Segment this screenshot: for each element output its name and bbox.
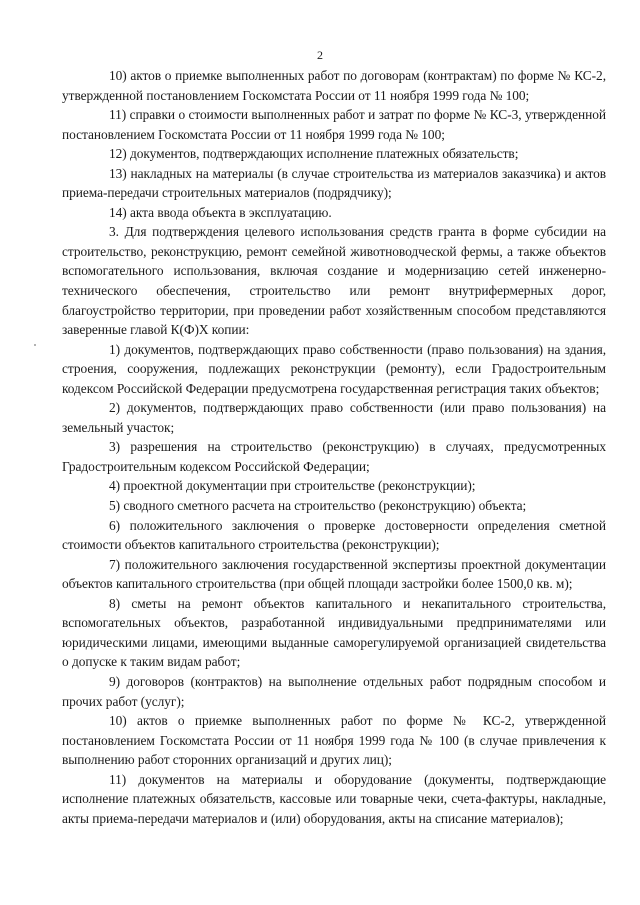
paragraph-item-6-cost-verification: 6) положительного заключения о проверке достоверности определения сметной стоимости объектов капитального строительства (реконструкции); [62, 517, 606, 553]
paragraph-item-3-construction-permit: 3) разрешения на строительство (реконструкцию) в случаях, предусмотренных Градостроительным кодексом Российской Федерации; [62, 439, 606, 474]
paragraph-item-9-contracts: 9) договоров (контрактов) на выполнение отдельных работ подрядным способом и прочих работ (услуг); [62, 673, 606, 709]
paragraph-section-3-intro: 3. Для подтверждения целевого использования средств гранта в форме субсидии на строительство, реконструкцию, ремонт семейной животноводческой фермы, а также объектов вспомогательного использования, включая создание и модернизацию сетей инженерно-технического обеспечения, строительство или ремонт внутрифермерных дорог, благоустройство территории, при проведении работ хозяйственным способом представляются заверенные главой К(Ф)Х копии: [62, 224, 606, 338]
paragraph-item-8-repair-estimates: 8) сметы на ремонт объектов капитального и некапитального строительства, вспомогательных объектов, разработанной индивидуальными предпринимателями или юридическими лицами, имеющими выданные саморегулируемой организацией свидетельства о допуске к таким видам работ; [62, 595, 606, 670]
scan-speck [34, 344, 36, 346]
paragraph-item-7-state-expertise: 7) положительного заключения государственной экспертизы проектной документации объектов капитального строительства (при общей площади застройки более 1500,0 кв. м); [62, 556, 606, 592]
paragraph-item-10-ks2-contracts: 10) актов о приемке выполненных работ по договорам (контрактам) по форме № КС-2, утвержденной постановлением Госкомстата России от 11 ноября 1999 года № 100; [62, 68, 606, 103]
document-body [62, 66, 606, 828]
paragraph-item-13-material-invoices: 13) накладных на материалы (в случае строительства из материалов заказчика) и актов приема-передачи строительных материалов (подрядчику); [62, 165, 606, 201]
paragraph-item-10-ks2-acts: 10) актов о приемке выполненных работ по форме № КС-2, утвержденной постановлением Госкомстата России от 11 ноября 1999 года № 100 (в случае привлечения к выполнению работ сторонних организаций и других лиц); [62, 713, 606, 768]
paragraph-item-11-ks3-certificate: 11) справки о стоимости выполненных работ и затрат по форме № КС-3, утвержденной постановлением Госкомстата России от 11 ноября 1999 года № 100; [62, 107, 606, 142]
paragraph-item-4-project-documentation: 4) проектной документации при строительстве (реконструкции); [109, 478, 476, 494]
paragraph-item-14-commissioning-act: 14) акта ввода объекта в эксплуатацию. [109, 204, 332, 220]
paragraph-item-2-ownership-land: 2) документов, подтверждающих право собственности (или право пользования) на земельный участок; [62, 400, 606, 435]
paragraph-item-11-materials-documents: 11) документов на материалы и оборудование (документы, подтверждающие исполнение платежных обязательств, кассовые или товарные чеки, счета-фактуры, накладные, акты приема-передачи материалов и (или) оборудования, акты на списание материалов); [62, 771, 606, 826]
paragraph-item-1-ownership-buildings: 1) документов, подтверждающих право собственности (право пользования) на здания, строения, сооружения, подлежащих реконструкции (ремонту), если Градостроительным кодексом Российской Федерации предусмотрена государственная регистрация таких объектов; [62, 341, 606, 396]
page-number: 2 [317, 48, 323, 62]
paragraph-item-12-payment-documents: 12) документов, подтверждающих исполнение платежных обязательств; [109, 146, 519, 162]
paragraph-item-5-cost-estimate: 5) сводного сметного расчета на строительство (реконструкцию) объекта; [109, 498, 527, 514]
